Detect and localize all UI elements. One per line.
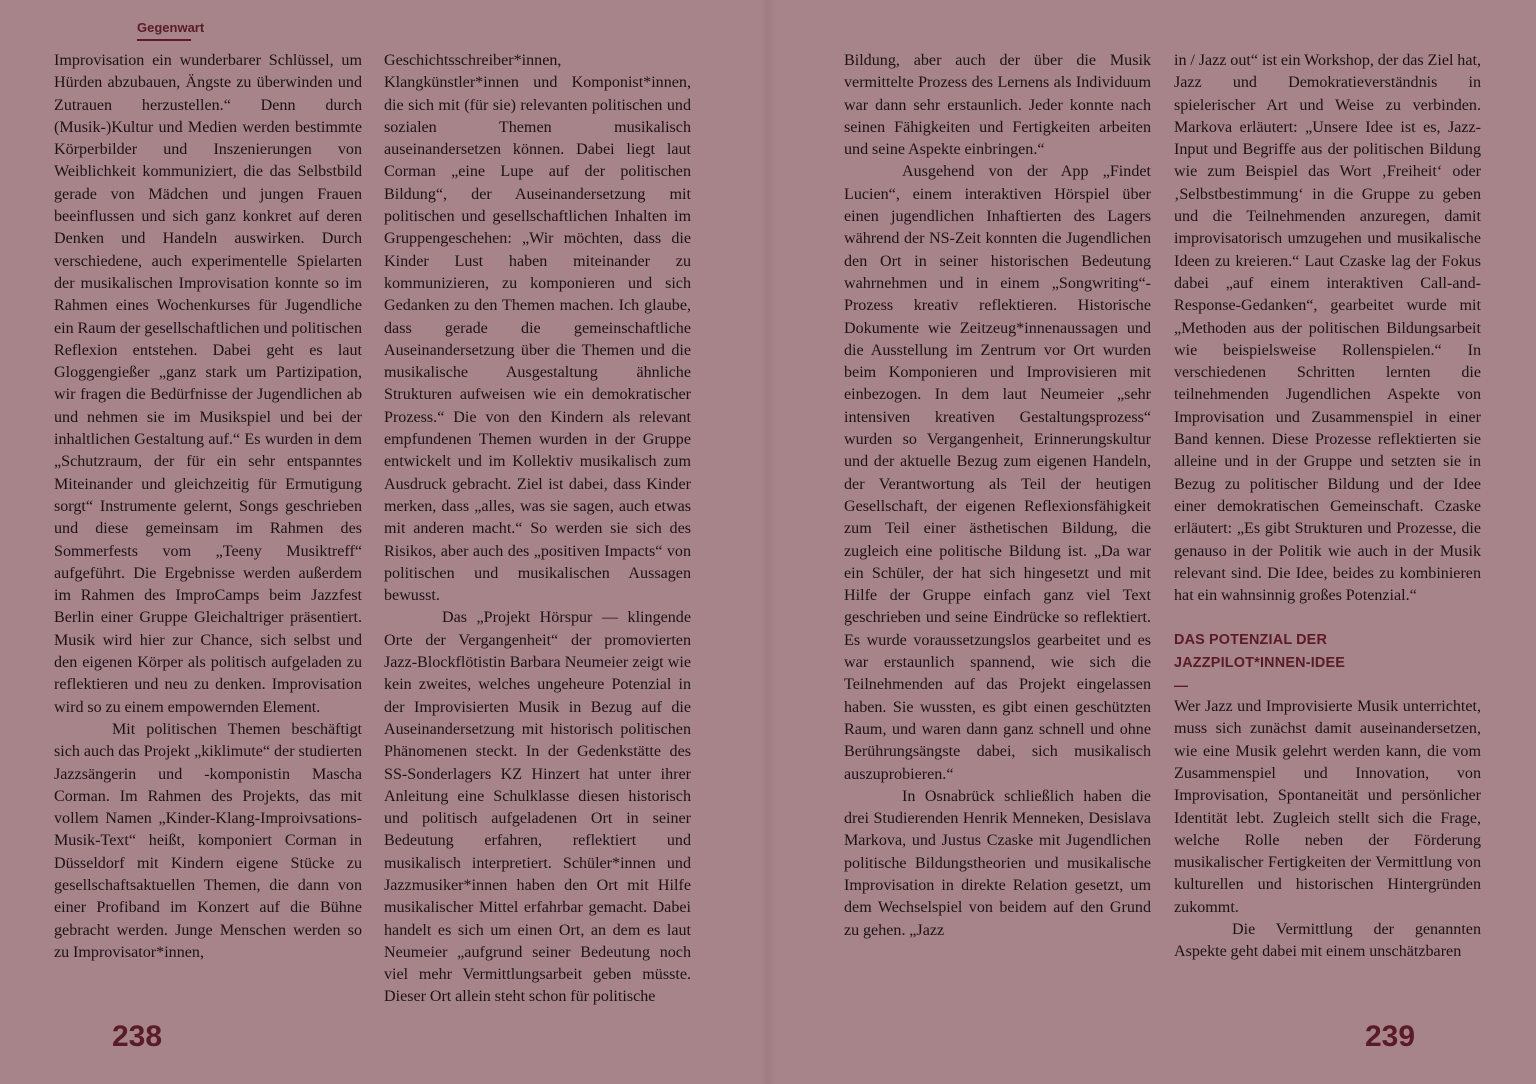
text-column-1: [54, 50, 362, 964]
paragraph: Wer Jazz und Improvisierte Musik unterrichtet, muss sich zunächst damit auseinandersetzen, wie eine Musik gelehrt werden kann, die vom Zusammenspiel und Innovation, von Improvisation, Spontaneität und persönlicher Identität lebt. Zugleich stellt sich die Frage, welche Rolle neben der Förderung musikalischer Fertigkeiten der Vermittlung von kulturellen und historischen Hintergründen zukommt.: [1174, 698, 1481, 916]
text-column-3: [844, 50, 1151, 942]
heading-dash: —: [1174, 677, 1188, 694]
paragraph: Das „Projekt Hörspur — klingende Orte der Vergangenheit“ der promovierten Jazz-Blockflötistin Barbara Neumeier zeigt wie kein zweites, welches ungeheure Potenzial in der Improvisierten Musik in Bezug auf die Auseinandersetzung mit historisch politischen Phänomenen steckt. In der Gedenkstätte des SS-Sonderlagers KZ Hinzert hat unter ihrer Anleitung eine Schulklasse diesen historisch und politisch aufgeladenen Ort in seiner Bedeutung erfahren, reflektiert und musikalisch interpretiert. Schüler*innen und Jazzmusiker*innen haben den Ort mit Hilfe musikalischer Mittel erfahrbar gemacht. Dabei handelt es sich um einen Ort, an dem es laut Neumeier „aufgrund seiner Bedeutung noch viel mehr Vermittlungsarbeit geben müsste. Dieser Ort allein steht schon für politische: [384, 609, 691, 1006]
paragraph: Geschichtsschreiber*innen, Klangkünstler*innen und Komponist*innen, die sich mit (für sie) relevanten politischen und sozialen Themen musikalisch auseinandersetzen können. Dabei liegt laut Corman „eine Lupe auf der politischen Bildung“, der Auseinandersetzung mit politischen und gesellschaftlichen Inhalten im Gruppengeschehen: „Wir möchten, dass die Kinder Lust haben miteinander zu kommunizieren, zu komponieren und sich Gedanken zu den Themen machen. Ich glaube, dass gerade die gemeinschaftliche Auseinandersetzung über die Themen und die musikalische Ausgestaltung ähnliche Strukturen aufweisen wie ein demokratischer Prozess.“ Die von den Kindern als relevant empfundenen Themen wurden in der Gruppe entwickelt und im Kollektiv musikalisch zum Ausdruck gebracht. Ziel ist dabei, dass Kinder merken, dass „alles, was sie sagen, auch etwas mit anderen macht.“ So werden sie sich des Risikos, aber auch des „positiven Impacts“ von politischen und musikalischen Aussagen bewusst.: [384, 52, 691, 605]
paragraph: In Osnabrück schließlich haben die drei Studierenden Henrik Menneken, Desislava Markova, und Justus Czaske mit Jugendlichen politische Bildungstheorien und musikalische Improvisation in direkte Relation gesetzt, um dem Wechselspiel von beidem auf den Grund zu gehen. „Jazz: [844, 787, 1151, 939]
book-gutter: [760, 0, 776, 1084]
section-underline: [137, 39, 191, 41]
section-heading: [1174, 629, 1481, 674]
paragraph: Die Vermittlung der genannten Aspekte geht dabei mit einem unschätzbaren: [1174, 920, 1481, 961]
paragraph: Ausgehend von der App „Findet Lucien“, einem interaktiven Hörspiel über einen jugendlichen Inhaftierten des Lagers während der NS-Zeit konnten die Jugendlichen den Ort in seiner historischen Bedeutung wahrnehmen und in einem „Songwriting“-Prozess kreativ reflektieren. Historische Dokumente wie Zeitzeug*innenaussagen und die Ausstellung im Zentrum vor Ort wurden beim Komponieren und Improvisieren mit einbezogen. In dem laut Neumeier „sehr intensiven kreativen Gestaltungsprozess“ wurden so Vergangenheit, Erinnerungskultur und der aktuelle Bezug zum eigenen Handeln, der Verantwortung als Teil der heutigen Gesellschaft, der eigenen Reflexionsfähigkeit zum Teil einer ästhetischen Bildung, die zugleich eine politische Bildung ist. „Da war ein Schüler, der hat sich hingesetzt und mit Hilfe der Gruppe einfach ganz viel Text geschrieben und seine Eindrücke so reflektiert. Es wurde voraussetzungslos gearbeitet und es war erstaunlich spannend, wie sich die Teilnehmenden auf das Projekt eingelassen haben. Sie wussten, es gibt einen geschützten Raum, und waren dann ganz schnell und ohne Berührungsängste dabei, sich musikalisch auszuprobieren.“: [844, 163, 1151, 783]
text-column-2: [384, 50, 691, 1009]
text-column-4: [1174, 50, 1481, 964]
section-heading-line: JAZZPILOT*INNEN-IDEE: [1174, 654, 1346, 671]
paragraph: in / Jazz out“ ist ein Workshop, der das Ziel hat, Jazz und Demokratieverständnis in spielerischer Art und Weise zu verbinden. Markova erläutert: „Unsere Idee ist es, Jazz-Input und Begriffe aus der politischen Bildung wie zum Beispiel das Wort ‚Freiheit‘ oder ‚Selbstbestimmung‘ in die Gruppe zu geben und die Teilnehmenden anzuregen, damit improvisatorisch umzugehen und musikalische Ideen zu kreieren.“ Laut Czaske lag der Fokus dabei „auf einem interaktiven Call-and-Response-Gedanken“, gearbeitet wurde mit „Methoden aus der politischen Bildungsarbeit wie beispielsweise Rollenspielen.“ In verschiedenen Schritten lernten die teilnehmenden Jugendlichen Aspekte von Improvisation und Zusammenspiel in einer Band kennen. Diese Prozesse reflektierten sie alleine und in der Gruppe und setzten sie in Bezug zu politischer Bildung und der Idee einer demokratischen Gemeinschaft. Czaske erläutert: „Es gibt Strukturen und Prozesse, die genauso in der Politik wie auch in der Musik relevant sind. Die Idee, beides zu kombinieren hat ein wahnsinnig großes Potenzial.“: [1174, 52, 1481, 605]
page-number-left: 238: [112, 1020, 163, 1053]
section-heading-line: DAS POTENZIAL DER: [1174, 632, 1328, 649]
paragraph: Improvisation ein wunderbarer Schlüssel, um Hürden abzubauen, Ängste zu überwinden und Zutrauen herzustellen.“ Denn durch (Musik-)Kultur und Medien werden bestimmte Körperbilder und Inszenierungen von Weiblichkeit kommuniziert, die das Selbstbild gerade von Mädchen und jungen Frauen beeinflussen und sich ganz konkret auf deren Denken und Handeln auswirken. Durch verschiedene, auch experimentelle Spielarten der musikalischen Improvisation konnte so im Rahmen eines Wochenkurses für Jugendliche ein Raum der gesellschaftlichen und politischen Reflexion entstehen. Dabei geht es laut Gloggengießer „ganz stark um Partizipation, wir fragen die Bedürfnisse der Jugendlichen ab und nehmen sie im Musikspiel und bei der inhaltlichen Gestaltung auf.“ Es wurden in dem „Schutzraum, der für ein sehr entspanntes Miteinander und gleichzeitig für Ermutigung sorgt“ Instrumente gelernt, Songs geschrieben und diese gemeinsam im Rahmen des Sommerfests vom „Teeny Musiktreff“ aufgeführt. Die Ergebnisse werden außerdem im Rahmen des ImproCamps beim Jazzfest Berlin einer Gruppe Gleichaltriger präsentiert. Musik wird hier zur Chance, sich selbst und den eigenen Körper als politisch aufgeladen zu reflektieren und neu zu denken. Improvisation wird so zu einem empowernden Element.: [54, 52, 362, 716]
page-number-right: 239: [1365, 1020, 1416, 1053]
paragraph: Bildung, aber auch der über die Musik vermittelte Prozess des Lernens als Individuum war dann sehr erstaunlich. Jeder konnte nach seinen Fähigkeiten und Fertigkeiten arbeiten und seine Aspekte einbringen.“: [844, 52, 1151, 159]
paragraph: Mit politischen Themen beschäftigt sich auch das Projekt „kiklimute“ der studierten Jazzsängerin und -komponistin Mascha Corman. Im Rahmen des Projekts, das mit vollem Namen „Kinder-Klang-Improivsations-Musik-Text“ heißt, komponiert Corman in Düsseldorf mit Kindern eigene Stücke zu gesellschaftsaktuellen Themen, die dann von einer Profiband im Konzert auf die Bühne gebracht werden. Junge Menschen werden so zu Improvisator*innen,: [54, 720, 362, 961]
section-label: Gegenwart: [137, 20, 205, 35]
